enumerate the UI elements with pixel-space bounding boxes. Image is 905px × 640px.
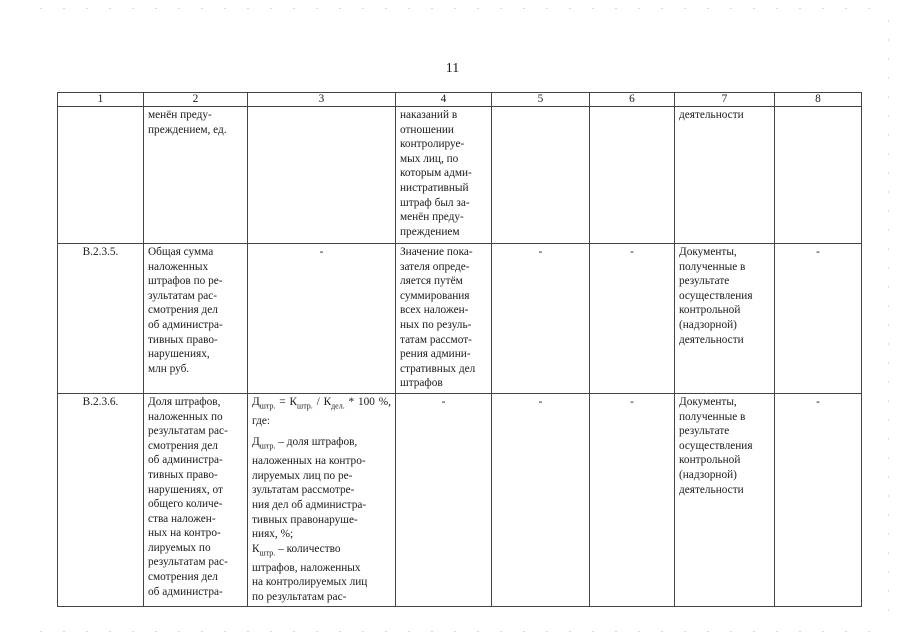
cell-text-line: менён преду- (148, 109, 212, 121)
definition-line (252, 542, 391, 561)
cell-text-line: ства наложен- (148, 512, 216, 525)
cell-text-line: Общая сумма (148, 246, 214, 258)
formula-subscript: штр. (259, 548, 276, 558)
cell-text-line: млн руб. (148, 362, 190, 375)
source-cell (675, 393, 775, 606)
table-row (58, 393, 862, 606)
formula-symbol: Д (252, 436, 260, 449)
cell-text-line: результатам рас- (148, 556, 228, 569)
cell-text-line: штраф был за- (400, 196, 470, 209)
cell-text-line: деятельности (679, 333, 744, 346)
cell-text-line: преждением (400, 225, 460, 238)
col6-cell: - (590, 244, 675, 394)
spacer (252, 428, 391, 435)
cell-text-line: мых лиц, по (400, 152, 459, 165)
column-header: 7 (675, 93, 775, 107)
cell-text-line: менён преду- (400, 211, 464, 224)
cell-text-line: штрафов по ре- (148, 275, 223, 288)
column-header: 4 (396, 93, 492, 107)
definition-line: наложенных на контро- (252, 455, 366, 468)
cell-text-line: общего количе- (148, 498, 223, 511)
cell-text-line: смотрения дел (148, 571, 218, 584)
formula-subscript: дел. (331, 401, 345, 411)
cell-text-line: всех наложен- (400, 304, 469, 317)
formula-cell (248, 393, 396, 606)
col8-cell: - (775, 393, 862, 606)
cell-text-line: результате (679, 275, 730, 288)
cell-text-line: об администра- (148, 454, 223, 467)
cell-text-line: полученные в (679, 260, 746, 273)
scan-artifact-top (40, 8, 870, 9)
formula-symbol: К (252, 542, 260, 555)
formula-subscript: штр. (259, 401, 276, 411)
method-cell: - (396, 393, 492, 606)
cell-text-line: тивных право- (148, 468, 218, 481)
cell-text-line: деятельности (679, 109, 744, 121)
cell-text-line: тивных право- (148, 333, 218, 346)
definition-text: – доля штрафов, (278, 436, 358, 449)
definition-line: на контролируемых лиц (252, 576, 368, 589)
scan-artifact-right (888, 20, 889, 620)
cell-text-line: результате (679, 425, 730, 438)
definition-line: зультатам рассмотре- (252, 484, 355, 497)
formula-tail: * 100 %, где: (252, 395, 391, 427)
cell-text-line: наложенных (148, 260, 209, 273)
cell-text-line: полученные в (679, 410, 746, 423)
col6-cell (590, 107, 675, 244)
col8-cell (775, 107, 862, 244)
cell-text-line: (надзорной) (679, 468, 737, 481)
definition-line: штрафов, наложенных (252, 561, 361, 574)
definition-line: лируемых лиц по ре- (252, 469, 353, 482)
cell-text-line: ляется путём (400, 275, 463, 288)
table-row (58, 107, 862, 244)
row-code-cell (58, 107, 144, 244)
indicator-table (57, 92, 862, 607)
cell-text-line: нарушениях, (148, 348, 210, 361)
cell-text-line: контролируе- (400, 138, 465, 151)
column-header: 6 (590, 93, 675, 107)
cell-text-line: стративных дел (400, 362, 476, 375)
col5-cell (492, 107, 590, 244)
column-header: 3 (248, 93, 396, 107)
cell-text-line: наложенных по (148, 410, 223, 423)
method-cell (396, 244, 492, 394)
cell-text-line: наказаний в (400, 109, 458, 121)
cell-text-line: лируемых по (148, 541, 211, 554)
method-cell (396, 107, 492, 244)
cell-text-line: об администра- (148, 585, 223, 598)
cell-text-line: Документы, (679, 395, 737, 408)
table-row (58, 244, 862, 394)
cell-text-line: суммирования (400, 289, 470, 302)
column-header: 1 (58, 93, 144, 107)
row-code-cell: В.2.3.6. (58, 393, 144, 606)
formula-symbol: К (323, 395, 332, 408)
definition-line: тивных правонаруше- (252, 513, 358, 526)
column-header: 5 (492, 93, 590, 107)
formula-subscript: штр. (297, 401, 313, 411)
col5-cell: - (492, 244, 590, 394)
cell-text-line: которым адми- (400, 167, 472, 180)
indicator-name-cell (144, 107, 248, 244)
definition-line (252, 435, 391, 454)
cell-text-line: нистративный (400, 181, 469, 194)
indicator-name-cell (144, 244, 248, 394)
source-cell (675, 244, 775, 394)
cell-text-line: смотрения дел (148, 439, 218, 452)
formula-line (252, 395, 391, 428)
col8-cell: - (775, 244, 862, 394)
cell-text-line: отношении (400, 123, 454, 136)
cell-text-line: зателя опреде- (400, 260, 470, 273)
formula-operator: = (275, 395, 290, 408)
cell-text-line: рения админи- (400, 348, 471, 361)
cell-text-line: (надзорной) (679, 318, 737, 331)
cell-text-line: контрольной (679, 304, 741, 317)
cell-text-line: об администра- (148, 318, 223, 331)
cell-text-line: нарушениях, от (148, 483, 223, 496)
cell-text-line: смотрения дел (148, 304, 218, 317)
formula-subscript: штр. (259, 441, 276, 451)
cell-text-line: деятельности (679, 483, 744, 496)
definition-line: ния дел об администра- (252, 499, 367, 511)
definition-line: по результатам рас- (252, 590, 347, 603)
cell-text-line: Доля штрафов, (148, 395, 221, 408)
col5-cell: - (492, 393, 590, 606)
cell-text-line: ных по резуль- (400, 318, 472, 331)
column-header: 8 (775, 93, 862, 107)
formula-cell: - (248, 244, 396, 394)
formula-symbol: К (289, 395, 298, 408)
scan-artifact-bottom (40, 631, 870, 632)
col6-cell: - (590, 393, 675, 606)
definition-line: ниях, %; (252, 528, 294, 541)
formula-symbol: Д (252, 395, 260, 408)
cell-text-line: контрольной (679, 454, 741, 467)
cell-text-line: преждением, ед. (148, 123, 227, 136)
cell-text-line: результатам рас- (148, 425, 228, 438)
row-code-cell: В.2.3.5. (58, 244, 144, 394)
cell-text-line: татам рассмот- (400, 333, 472, 346)
column-header: 2 (144, 93, 248, 107)
indicator-name-cell (144, 393, 248, 606)
cell-text-line: ных на контро- (148, 527, 221, 540)
definition-text: – количество (278, 542, 341, 555)
cell-text-line: штрафов (400, 377, 443, 390)
page-number: 11 (445, 61, 460, 76)
cell-text-line: осуществления (679, 439, 753, 452)
cell-text-line: зультатам рас- (148, 289, 218, 302)
table-header-row (58, 93, 862, 107)
source-cell (675, 107, 775, 244)
cell-text-line: Значение пока- (400, 246, 473, 258)
cell-text-line: осуществления (679, 289, 753, 302)
cell-text-line: Документы, (679, 246, 737, 258)
formula-operator: / (312, 395, 324, 408)
formula-cell (248, 107, 396, 244)
